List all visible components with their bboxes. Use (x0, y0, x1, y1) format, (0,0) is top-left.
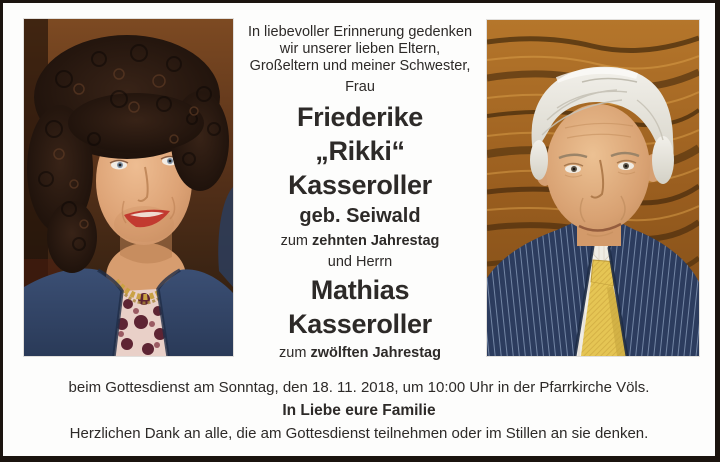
deceased1-last-name: Kasseroller (288, 170, 432, 200)
man-portrait-illustration (487, 20, 699, 356)
anniversary-text: zwölften Jahrestag (310, 345, 441, 361)
deceased1-nickname: „Rikki“ (315, 136, 405, 166)
anniversary-prefix: zum (279, 345, 307, 361)
anniversary-text: zehnten Jahrestag (312, 233, 440, 249)
intro-line-3: Großeltern und meiner Schwester, (249, 58, 471, 74)
portrait-photo-man (487, 20, 699, 356)
anniversary-prefix: zum (280, 233, 309, 249)
memorial-text-column (233, 3, 487, 362)
deceased1-first-name: Friederike (296, 102, 424, 132)
intro-line-frau: Frau (345, 79, 375, 95)
intro-line-1: In liebevoller Erinnerung gedenken (247, 24, 473, 40)
deceased1-maiden-name: geb. Seiwald (299, 205, 421, 227)
service-info-line: beim Gottesdienst am Sonntag, den 18. 11. 2018, um 10:00 Uhr in der Pfarrkirche Völs. (68, 379, 650, 396)
deceased2-first-name: Mathias (310, 275, 410, 305)
family-signature-line: In Liebe eure Familie (282, 402, 436, 419)
portrait-photo-woman (24, 19, 233, 356)
intro-line-2: wir unserer lieben Eltern, (279, 41, 441, 57)
deceased2-last-name: Kasseroller (288, 309, 432, 339)
connector-line: und Herrn (327, 254, 393, 270)
thanks-line: Herzlichen Dank an alle, die am Gottesdienst teilnehmen oder im Stillen an sie denken. (69, 425, 649, 442)
woman-portrait-illustration (24, 19, 233, 356)
deceased1-anniversary-line (233, 232, 487, 250)
deceased2-anniversary-line (233, 344, 487, 362)
